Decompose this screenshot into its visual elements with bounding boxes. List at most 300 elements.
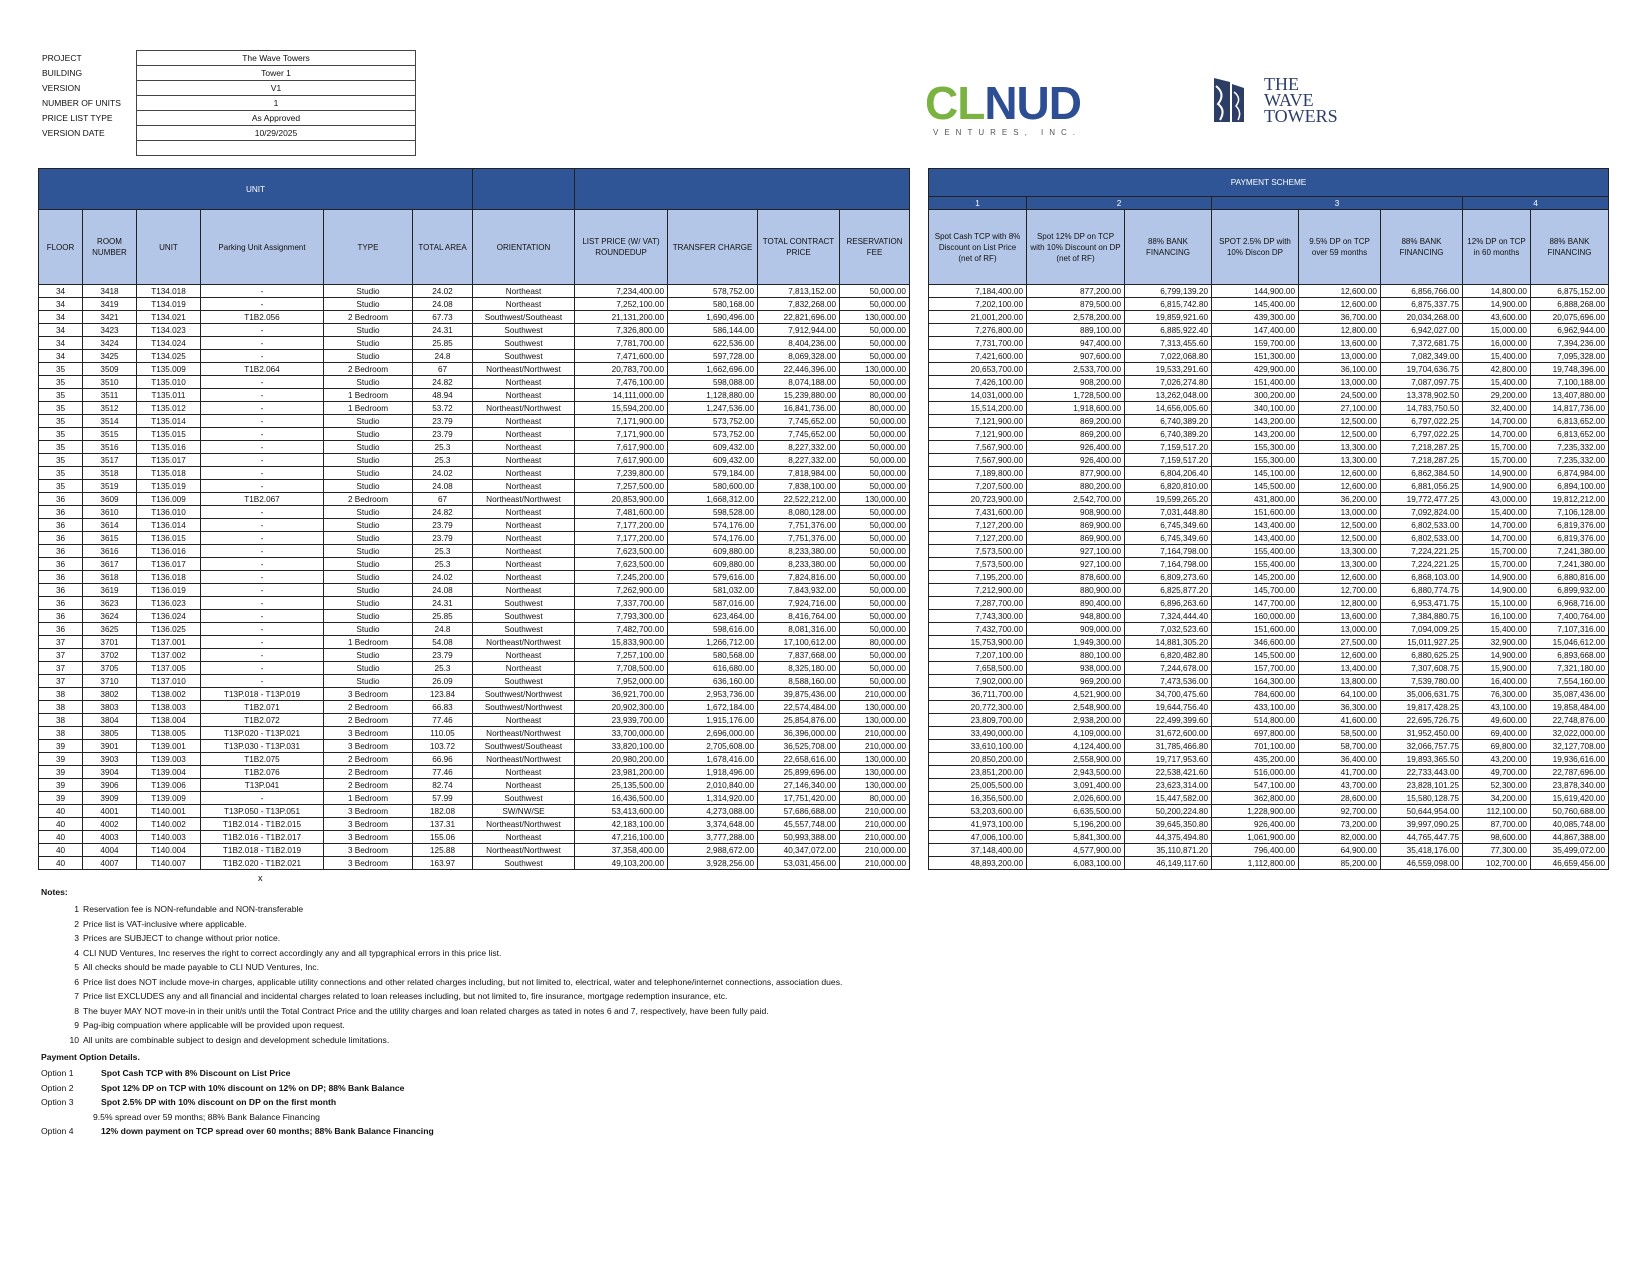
table-cell: 701,100.00	[1212, 740, 1299, 753]
table-cell: 6,740,389.20	[1125, 428, 1212, 441]
table-cell: 50,000.00	[840, 415, 910, 428]
table-cell: 3 Bedroom	[324, 740, 413, 753]
table-cell: 25.3	[413, 441, 473, 454]
table-row	[929, 792, 1609, 805]
table-row	[39, 285, 910, 298]
table-cell: 578,752.00	[668, 285, 758, 298]
table-cell: 35,006,631.75	[1381, 688, 1463, 701]
note-item	[41, 1018, 842, 1033]
table-cell: 145,200.00	[1212, 571, 1299, 584]
table-row	[929, 298, 1609, 311]
table-cell: 3710	[83, 675, 137, 688]
table-cell: 23,981,200.00	[575, 766, 668, 779]
table-cell: 2,542,700.00	[1027, 493, 1125, 506]
table-cell: 36,711,700.00	[929, 688, 1027, 701]
table-row	[929, 454, 1609, 467]
column-header: TYPE	[324, 210, 413, 285]
table-cell: 22,574,484.00	[758, 701, 840, 714]
table-row	[929, 727, 1609, 740]
info-label: VERSION DATE	[42, 128, 105, 138]
table-cell: 36,200.00	[1299, 493, 1381, 506]
table-row	[39, 584, 910, 597]
table-row	[39, 467, 910, 480]
table-cell: T136.017	[137, 558, 201, 571]
table-cell: 13,378,902.50	[1381, 389, 1463, 402]
table-cell: T136.016	[137, 545, 201, 558]
option-label: Option 3	[41, 1097, 74, 1107]
table-cell: Northeast	[473, 467, 575, 480]
info-value: As Approved	[137, 111, 416, 126]
table-cell: 23,828,101.25	[1381, 779, 1463, 792]
table-cell: 50,000.00	[840, 285, 910, 298]
table-cell: 147,700.00	[1212, 597, 1299, 610]
table-cell: 7,207,100.00	[929, 649, 1027, 662]
table-cell: 7,567,900.00	[929, 441, 1027, 454]
table-cell: 49,700.00	[1463, 766, 1531, 779]
table-cell: 22,733,443.00	[1381, 766, 1463, 779]
table-cell: T139.004	[137, 766, 201, 779]
table-cell: 616,680.00	[668, 662, 758, 675]
column-header: 88% BANK FINANCING	[1125, 210, 1212, 285]
table-cell: 36,700.00	[1299, 311, 1381, 324]
table-cell: 20,772,300.00	[929, 701, 1027, 714]
table-cell: Studio	[324, 376, 413, 389]
table-cell: 67	[413, 493, 473, 506]
table-cell: Northeast	[473, 454, 575, 467]
table-cell: 22,522,212.00	[758, 493, 840, 506]
table-cell: 7,554,160.00	[1531, 675, 1609, 688]
table-cell: 24.82	[413, 376, 473, 389]
table-cell: 7,843,932.00	[758, 584, 840, 597]
table-cell: 155,300.00	[1212, 454, 1299, 467]
table-cell: 13,800.00	[1299, 675, 1381, 688]
table-cell: -	[201, 532, 324, 545]
table-cell: 6,820,482.80	[1125, 649, 1212, 662]
table-cell: 151,400.00	[1212, 376, 1299, 389]
note-text: All units are combinable subject to design and development schedule limitations.	[83, 1034, 390, 1045]
table-cell: 64,900.00	[1299, 844, 1381, 857]
table-cell: T135.012	[137, 402, 201, 415]
table-cell: 49,103,200.00	[575, 857, 668, 870]
table-cell: 908,900.00	[1027, 506, 1125, 519]
table-cell: 24.02	[413, 571, 473, 584]
table-cell: 3510	[83, 376, 137, 389]
table-cell: 23,939,700.00	[575, 714, 668, 727]
table-cell: -	[201, 792, 324, 805]
table-cell: 7,837,668.00	[758, 649, 840, 662]
table-cell: Studio	[324, 675, 413, 688]
table-row	[929, 779, 1609, 792]
clnud-logo-subtitle: VENTURES, INC.	[933, 128, 1082, 137]
table-cell: 1,247,536.00	[668, 402, 758, 415]
table-cell: 14,900.00	[1463, 298, 1531, 311]
table-cell: 6,880,625.25	[1381, 649, 1463, 662]
table-cell: 143,200.00	[1212, 428, 1299, 441]
table-cell: 15,046,612.00	[1531, 636, 1609, 649]
table-cell: 40	[39, 818, 83, 831]
table-cell: 43,200.00	[1463, 753, 1531, 766]
table-cell: 25.85	[413, 610, 473, 623]
table-cell: 155,400.00	[1212, 545, 1299, 558]
table-cell: 22,821,696.00	[758, 311, 840, 324]
table-cell: 1,949,300.00	[1027, 636, 1125, 649]
table-cell: 25.85	[413, 337, 473, 350]
table-cell: 580,168.00	[668, 298, 758, 311]
table-row	[39, 623, 910, 636]
table-cell: Studio	[324, 506, 413, 519]
note-number: 2	[74, 918, 79, 929]
table-cell: 16,100.00	[1463, 610, 1531, 623]
table-cell: -	[201, 623, 324, 636]
table-cell: 3,091,400.00	[1027, 779, 1125, 792]
table-row	[929, 857, 1609, 870]
table-cell: T13P.050 - T13P.051	[201, 805, 324, 818]
table-cell: 3624	[83, 610, 137, 623]
table-cell: 12,500.00	[1299, 519, 1381, 532]
table-cell: Studio	[324, 454, 413, 467]
table-cell: 3509	[83, 363, 137, 376]
table-cell: 15,447,582.00	[1125, 792, 1212, 805]
table-cell: 8,588,160.00	[758, 675, 840, 688]
note-item	[41, 902, 842, 917]
table-cell: 7,731,700.00	[929, 337, 1027, 350]
table-cell: 19,772,477.25	[1381, 493, 1463, 506]
table-cell: 13,300.00	[1299, 441, 1381, 454]
table-cell: 3803	[83, 701, 137, 714]
table-cell: 3 Bedroom	[324, 831, 413, 844]
table-row	[39, 441, 910, 454]
table-cell: 35	[39, 389, 83, 402]
table-cell: 8,081,316.00	[758, 623, 840, 636]
table-row	[929, 337, 1609, 350]
table-cell: 7,245,200.00	[575, 571, 668, 584]
table-cell: 2 Bedroom	[324, 779, 413, 792]
table-cell: 880,900.00	[1027, 584, 1125, 597]
table-cell: 7,218,287.25	[1381, 454, 1463, 467]
note-item	[41, 946, 842, 961]
table-cell: 69,400.00	[1463, 727, 1531, 740]
table-cell: 50,000.00	[840, 584, 910, 597]
table-cell: 2,938,200.00	[1027, 714, 1125, 727]
table-cell: 50,000.00	[840, 675, 910, 688]
table-cell: 514,800.00	[1212, 714, 1299, 727]
table-cell: 14,900.00	[1463, 480, 1531, 493]
table-cell: Studio	[324, 597, 413, 610]
table-cell: 3906	[83, 779, 137, 792]
table-cell: Studio	[324, 532, 413, 545]
table-cell: 50,200,224.80	[1125, 805, 1212, 818]
table-cell: 3618	[83, 571, 137, 584]
table-cell: 362,800.00	[1212, 792, 1299, 805]
table-cell: 15,400.00	[1463, 376, 1531, 389]
table-cell: T138.005	[137, 727, 201, 740]
table-cell: 1,314,920.00	[668, 792, 758, 805]
table-cell: 7,202,100.00	[929, 298, 1027, 311]
table-cell: T136.015	[137, 532, 201, 545]
table-cell: 40	[39, 805, 83, 818]
table-cell: T140.003	[137, 831, 201, 844]
table-cell: 15,700.00	[1463, 441, 1531, 454]
table-cell: 39	[39, 792, 83, 805]
table-cell: 7,617,900.00	[575, 441, 668, 454]
table-cell: 7,121,900.00	[929, 415, 1027, 428]
table-cell: 6,740,389.20	[1125, 415, 1212, 428]
table-cell: 151,600.00	[1212, 506, 1299, 519]
table-cell: 25,854,876.00	[758, 714, 840, 727]
table-cell: 80,000.00	[840, 636, 910, 649]
table-cell: 3904	[83, 766, 137, 779]
table-row	[929, 688, 1609, 701]
table-cell: 36,300.00	[1299, 701, 1381, 714]
table-cell: 7,207,500.00	[929, 480, 1027, 493]
table-cell: T13P.030 - T13P.031	[201, 740, 324, 753]
table-cell: 155,400.00	[1212, 558, 1299, 571]
table-cell: 7,400,764.00	[1531, 610, 1609, 623]
table-cell: Studio	[324, 480, 413, 493]
table-cell: 7,658,500.00	[929, 662, 1027, 675]
table-cell: Studio	[324, 571, 413, 584]
table-cell: 3805	[83, 727, 137, 740]
table-cell: 1 Bedroom	[324, 636, 413, 649]
table-cell: -	[201, 454, 324, 467]
table-cell: 147,400.00	[1212, 324, 1299, 337]
table-cell: 35	[39, 415, 83, 428]
table-row	[929, 675, 1609, 688]
table-cell: T1B2.071	[201, 701, 324, 714]
table-cell: 14,900.00	[1463, 467, 1531, 480]
table-cell: Northeast	[473, 558, 575, 571]
table-cell: 38	[39, 714, 83, 727]
table-cell: 34	[39, 350, 83, 363]
table-cell: 31,672,600.00	[1125, 727, 1212, 740]
table-cell: 6,880,774.75	[1381, 584, 1463, 597]
info-label: NUMBER OF UNITS	[42, 98, 121, 108]
table-cell: 50,993,388.00	[758, 831, 840, 844]
table-cell: 36	[39, 558, 83, 571]
table-row	[39, 779, 910, 792]
table-cell: 14,800.00	[1463, 285, 1531, 298]
table-cell: 37,358,400.00	[575, 844, 668, 857]
table-cell: 29,200.00	[1463, 389, 1531, 402]
table-cell: 130,000.00	[840, 766, 910, 779]
table-cell: 34	[39, 285, 83, 298]
table-cell: -	[201, 441, 324, 454]
table-cell: 7,171,900.00	[575, 415, 668, 428]
table-cell: 1,672,184.00	[668, 701, 758, 714]
table-cell: Northeast	[473, 415, 575, 428]
table-cell: Northeast/Northwest	[473, 363, 575, 376]
table-cell: 598,088.00	[668, 376, 758, 389]
table-cell: 67.73	[413, 311, 473, 324]
table-cell: 877,200.00	[1027, 285, 1125, 298]
table-cell: Northeast	[473, 376, 575, 389]
table-cell: 50,760,688.00	[1531, 805, 1609, 818]
table-row	[39, 753, 910, 766]
clnud-logo-nud: NUD	[984, 77, 1081, 129]
column-header: FLOOR	[39, 210, 83, 285]
table-cell: 66.83	[413, 701, 473, 714]
table-cell: 23.79	[413, 649, 473, 662]
note-number: 1	[74, 904, 79, 914]
table-row	[929, 766, 1609, 779]
table-cell: 2,548,900.00	[1027, 701, 1125, 714]
table-cell: 12,800.00	[1299, 597, 1381, 610]
table-cell: 439,300.00	[1212, 311, 1299, 324]
table-cell: 8,080,128.00	[758, 506, 840, 519]
table-cell: T1B2.018 - T1B2.019	[201, 844, 324, 857]
table-cell: 37	[39, 662, 83, 675]
info-row	[40, 126, 416, 141]
table-cell: Northeast	[473, 519, 575, 532]
table-cell: 4004	[83, 844, 137, 857]
table-cell: 38	[39, 727, 83, 740]
table-cell: 145,500.00	[1212, 480, 1299, 493]
table-cell: 586,144.00	[668, 324, 758, 337]
table-cell: 19,812,212.00	[1531, 493, 1609, 506]
note-item	[41, 1033, 842, 1048]
table-cell: T1B2.064	[201, 363, 324, 376]
column-header: ORIENTATION	[473, 210, 575, 285]
table-cell: 889,100.00	[1027, 324, 1125, 337]
table-cell: 8,325,180.00	[758, 662, 840, 675]
table-cell: -	[201, 558, 324, 571]
table-row	[39, 532, 910, 545]
table-cell: 6,962,944.00	[1531, 324, 1609, 337]
table-cell: Studio	[324, 350, 413, 363]
table-cell: 35	[39, 363, 83, 376]
table-cell: 6,815,742.80	[1125, 298, 1212, 311]
table-cell: 7,031,448.80	[1125, 506, 1212, 519]
table-cell: 40	[39, 831, 83, 844]
table-cell: 27,500.00	[1299, 636, 1381, 649]
table-cell: 6,797,022.25	[1381, 428, 1463, 441]
table-row	[39, 831, 910, 844]
table-cell: 50,000.00	[840, 571, 910, 584]
table-cell: 1,662,696.00	[668, 363, 758, 376]
table-cell: T135.018	[137, 467, 201, 480]
info-value: 10/29/2025	[137, 126, 416, 141]
table-row	[39, 610, 910, 623]
table-row	[929, 350, 1609, 363]
table-cell: Northeast	[473, 662, 575, 675]
payment-options-title: Payment Option Details.	[41, 1052, 140, 1062]
table-cell: 6,862,384.50	[1381, 467, 1463, 480]
table-cell: Southwest/Northwest	[473, 701, 575, 714]
table-cell: 3610	[83, 506, 137, 519]
table-cell: 1,918,600.00	[1027, 402, 1125, 415]
table-row	[39, 389, 910, 402]
table-cell: 3518	[83, 467, 137, 480]
table-cell: Northeast/Northwest	[473, 402, 575, 415]
table-cell: -	[201, 662, 324, 675]
table-cell: 580,600.00	[668, 480, 758, 493]
table-cell: 50,000.00	[840, 662, 910, 675]
table-cell: 909,000.00	[1027, 623, 1125, 636]
table-cell: 19,817,428.25	[1381, 701, 1463, 714]
project-info	[40, 50, 416, 156]
table-cell: 36	[39, 597, 83, 610]
table-cell: 23,623,314.00	[1125, 779, 1212, 792]
table-cell: 19,858,484.00	[1531, 701, 1609, 714]
table-cell: 1,915,176.00	[668, 714, 758, 727]
table-cell: 13,600.00	[1299, 610, 1381, 623]
table-cell: 13,300.00	[1299, 558, 1381, 571]
info-row	[40, 81, 416, 96]
table-cell: 14,700.00	[1463, 519, 1531, 532]
column-header: Parking Unit Assignment	[201, 210, 324, 285]
table-cell: Studio	[324, 337, 413, 350]
table-cell: 34	[39, 337, 83, 350]
table-cell: 598,528.00	[668, 506, 758, 519]
table-cell: 3614	[83, 519, 137, 532]
table-cell: T13P.041	[201, 779, 324, 792]
table-cell: 7,234,400.00	[575, 285, 668, 298]
table-cell: 13,300.00	[1299, 545, 1381, 558]
table-cell: -	[201, 376, 324, 389]
table-cell: 50,000.00	[840, 506, 910, 519]
table-cell: -	[201, 480, 324, 493]
table-cell: T139.003	[137, 753, 201, 766]
table-cell: 102,700.00	[1463, 857, 1531, 870]
table-cell: 47,216,100.00	[575, 831, 668, 844]
table-cell: 784,600.00	[1212, 688, 1299, 701]
option-3-row	[41, 1095, 434, 1110]
note-text: All checks should be made payable to CLI NUD Ventures, Inc.	[83, 962, 319, 972]
table-cell: T137.002	[137, 649, 201, 662]
table-cell: 39,875,436.00	[758, 688, 840, 701]
table-cell: 34	[39, 311, 83, 324]
table-cell: 157,700.00	[1212, 662, 1299, 675]
table-cell: 19,704,636.75	[1381, 363, 1463, 376]
table-cell: 7,127,200.00	[929, 519, 1027, 532]
table-cell: 3425	[83, 350, 137, 363]
table-cell: T13P.018 - T13P.019	[201, 688, 324, 701]
table-cell: 39	[39, 740, 83, 753]
table-cell: T134.019	[137, 298, 201, 311]
table-row	[39, 350, 910, 363]
table-cell: 210,000.00	[840, 844, 910, 857]
table-cell: 6,880,816.00	[1531, 571, 1609, 584]
table-cell: 1,668,312.00	[668, 493, 758, 506]
table-cell: 1,690,496.00	[668, 311, 758, 324]
table-row	[929, 324, 1609, 337]
table-cell: 16,356,500.00	[929, 792, 1027, 805]
table-cell: 926,400.00	[1027, 454, 1125, 467]
table-cell: 1,228,900.00	[1212, 805, 1299, 818]
table-cell: 44,765,447.75	[1381, 831, 1463, 844]
table-cell: Northeast/Northwest	[473, 493, 575, 506]
table-cell: -	[201, 584, 324, 597]
table-cell: -	[201, 402, 324, 415]
table-cell: Southwest/Southeast	[473, 311, 575, 324]
table-cell: 43,000.00	[1463, 493, 1531, 506]
table-cell: 14,700.00	[1463, 415, 1531, 428]
table-row	[929, 649, 1609, 662]
table-cell: Studio	[324, 519, 413, 532]
table-cell: 50,000.00	[840, 623, 910, 636]
table-row	[929, 441, 1609, 454]
table-cell: 50,000.00	[840, 337, 910, 350]
table-cell: -	[201, 285, 324, 298]
info-row	[40, 96, 416, 111]
table-cell: 6,968,716.00	[1531, 597, 1609, 610]
table-cell: 7,252,100.00	[575, 298, 668, 311]
table-cell: 13,400.00	[1299, 662, 1381, 675]
table-cell: 19,859,921.60	[1125, 311, 1212, 324]
table-cell: 1,061,900.00	[1212, 831, 1299, 844]
table-cell: 25.3	[413, 662, 473, 675]
table-cell: 435,200.00	[1212, 753, 1299, 766]
